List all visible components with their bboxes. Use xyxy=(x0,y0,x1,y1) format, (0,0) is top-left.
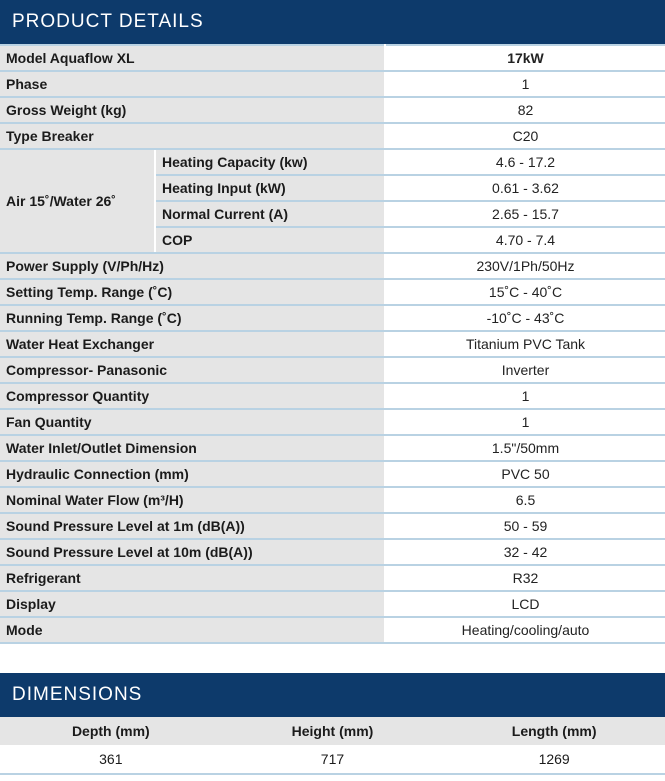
spec-value: Heating/cooling/auto xyxy=(385,617,665,643)
section-spacer xyxy=(0,644,665,673)
spec-value: 50 - 59 xyxy=(385,513,665,539)
condition-group-label: Air 15˚/Water 26˚ xyxy=(0,149,155,253)
table-row xyxy=(0,97,665,123)
spec-value: 1 xyxy=(385,409,665,435)
spec-value: Inverter xyxy=(385,357,665,383)
spec-label: Phase xyxy=(0,71,385,97)
spec-label: Type Breaker xyxy=(0,123,385,149)
spec-sublabel: Heating Capacity (kw) xyxy=(155,149,385,175)
spec-value: Titanium PVC Tank xyxy=(385,331,665,357)
table-row xyxy=(0,565,665,591)
spec-value: -10˚C - 43˚C xyxy=(385,305,665,331)
product-details-header: PRODUCT DETAILS xyxy=(0,0,665,44)
height-value: 717 xyxy=(222,745,444,774)
spec-label: Fan Quantity xyxy=(0,409,385,435)
spec-label: Water Heat Exchanger xyxy=(0,331,385,357)
table-row xyxy=(0,617,665,643)
spec-label: Setting Temp. Range (˚C) xyxy=(0,279,385,305)
dimensions-header: DIMENSIONS xyxy=(0,673,665,717)
spec-value: 1 xyxy=(385,383,665,409)
column-header-height: Height (mm) xyxy=(222,717,444,745)
spec-sublabel: COP xyxy=(155,227,385,253)
spec-value: 6.5 xyxy=(385,487,665,513)
spec-label: Water Inlet/Outlet Dimension xyxy=(0,435,385,461)
table-row xyxy=(0,357,665,383)
table-header-row xyxy=(0,717,665,745)
table-row xyxy=(0,745,665,774)
table-row xyxy=(0,279,665,305)
spec-value: 82 xyxy=(385,97,665,123)
depth-value: 361 xyxy=(0,745,222,774)
spec-value: R32 xyxy=(385,565,665,591)
product-details-body xyxy=(0,45,665,643)
table-row xyxy=(0,45,665,71)
model-label: Model Aquaflow XL xyxy=(0,45,385,71)
length-value: 1269 xyxy=(443,745,665,774)
spec-label: Compressor- Panasonic xyxy=(0,357,385,383)
spec-label: Power Supply (V/Ph/Hz) xyxy=(0,253,385,279)
spec-value: PVC 50 xyxy=(385,461,665,487)
column-header-length: Length (mm) xyxy=(443,717,665,745)
spec-label: Nominal Water Flow (m³/H) xyxy=(0,487,385,513)
column-header-depth: Depth (mm) xyxy=(0,717,222,745)
spec-value: 15˚C - 40˚C xyxy=(385,279,665,305)
table-row xyxy=(0,409,665,435)
table-row xyxy=(0,305,665,331)
spec-label: Running Temp. Range (˚C) xyxy=(0,305,385,331)
spec-label: Hydraulic Connection (mm) xyxy=(0,461,385,487)
table-row xyxy=(0,461,665,487)
spec-sublabel: Heating Input (kW) xyxy=(155,175,385,201)
dimensions-table xyxy=(0,717,665,775)
spec-label: Mode xyxy=(0,617,385,643)
spec-label: Sound Pressure Level at 1m (dB(A)) xyxy=(0,513,385,539)
spec-value: 1 xyxy=(385,71,665,97)
table-row xyxy=(0,149,665,175)
spec-label: Display xyxy=(0,591,385,617)
spec-value: C20 xyxy=(385,123,665,149)
spec-label: Sound Pressure Level at 10m (dB(A)) xyxy=(0,539,385,565)
table-row xyxy=(0,331,665,357)
spec-label: Gross Weight (kg) xyxy=(0,97,385,123)
table-row xyxy=(0,487,665,513)
table-row xyxy=(0,123,665,149)
spec-label: Compressor Quantity xyxy=(0,383,385,409)
table-row xyxy=(0,71,665,97)
table-row xyxy=(0,591,665,617)
table-row xyxy=(0,539,665,565)
table-row xyxy=(0,383,665,409)
product-details-table xyxy=(0,44,665,644)
spec-label: Refrigerant xyxy=(0,565,385,591)
table-row xyxy=(0,513,665,539)
table-row xyxy=(0,253,665,279)
spec-value: 230V/1Ph/50Hz xyxy=(385,253,665,279)
spec-value: 0.61 - 3.62 xyxy=(385,175,665,201)
spec-value: 32 - 42 xyxy=(385,539,665,565)
spec-value: 2.65 - 15.7 xyxy=(385,201,665,227)
table-row xyxy=(0,435,665,461)
model-value: 17kW xyxy=(385,45,665,71)
spec-value: 4.70 - 7.4 xyxy=(385,227,665,253)
spec-value: 4.6 - 17.2 xyxy=(385,149,665,175)
spec-value: 1.5"/50mm xyxy=(385,435,665,461)
spec-value: LCD xyxy=(385,591,665,617)
spec-sublabel: Normal Current (A) xyxy=(155,201,385,227)
